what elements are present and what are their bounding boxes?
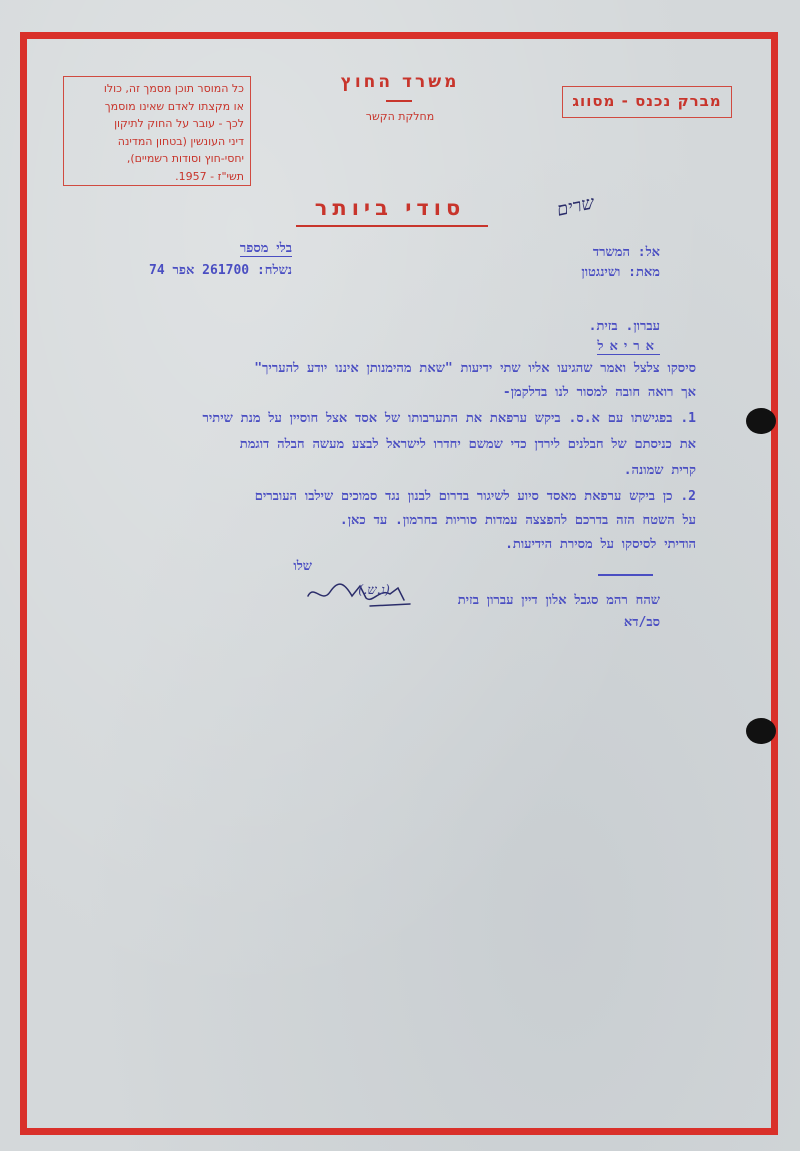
distribution-list: עברון. בזית.: [588, 319, 660, 334]
legal-notice-box: [63, 76, 251, 186]
legal-notice-line: או מקצתו לאדם שאינו מוסמך: [104, 99, 244, 113]
initials: סב/דא: [623, 615, 660, 630]
legal-notice-line: תשי"ז - 1957.: [175, 169, 244, 183]
legal-notice-line: לכך - עובר על החוק לתיקון: [114, 117, 244, 130]
body-line: סיסקו צלצל ואמר שהגיעו אליו שתי ידיעות "שאת מהימנותן איננו יודע להעריך": [254, 361, 696, 376]
addressee: אל: המשרד: [592, 245, 660, 260]
punch-hole-top: [746, 408, 776, 434]
cc-list: שהח רהמ סגבל אלון דיין עברון בזית: [457, 593, 660, 608]
ministry-title: משרד החוץ: [340, 72, 460, 92]
red-border-bottom: [20, 1128, 778, 1135]
handwritten-mark: שרים: [554, 192, 597, 221]
body-line: 2. כן ביקש ערפאת מאסד סיוע לשיגור בדרום לבנון נגד סמוכים שילבו העוברים: [254, 489, 696, 504]
no-number-label: בלי מספר: [239, 241, 292, 256]
legal-notice-line: יחסי-חוץ וסודות רשמיים),: [126, 152, 244, 165]
red-border-top: [20, 32, 778, 39]
legal-notice-line: דיני העונשין (בטחון המדינה: [117, 134, 244, 148]
message-heading: אריאל: [597, 339, 660, 354]
ministry-divider: [386, 100, 412, 102]
body-line: אך רואה חובה למסור לנו בדלקמן-: [502, 385, 696, 400]
punch-hole-bottom: [746, 718, 776, 744]
classification-underline: [296, 225, 488, 227]
classification-stamp: סודי ביותר: [314, 196, 466, 220]
body-line: את כניסתם של חבלנים לירדן כדי שמשם יחדרו לישראל לבצע מעשה חבלה דוגמת: [239, 437, 696, 452]
sender: מאת: ושינגטון: [581, 265, 660, 280]
body-line: הודיתי לסיסקו על מסירת הידיעות.: [505, 537, 696, 552]
cable-type-box: מברק נכנס - מסווג: [562, 86, 732, 118]
body-line: על השטח הזה בדרכם להפצצה עמדות סוריות בחרמון. עד כאן.: [339, 513, 696, 528]
sent-datetime: נשלח: 261700 אפר 74: [149, 263, 292, 278]
closing-word: שלו: [293, 559, 312, 574]
red-border-left: [20, 32, 27, 1135]
signature-note: (נ.ש.): [358, 583, 390, 598]
legal-notice-line: כל המוסר תוכן מסמך זה, כולו: [103, 82, 244, 95]
red-border-right: [771, 32, 778, 1135]
body-line: 1. בפגישתו עם א.ס. ביקש ערפאת את התערבותו של אסד אצל חוסיין על מנת שיתיר: [202, 411, 696, 426]
department-name: מחלקת הקשר: [365, 110, 435, 123]
body-line: קרית שמונה.: [623, 463, 696, 478]
closing-rule: [598, 574, 653, 576]
